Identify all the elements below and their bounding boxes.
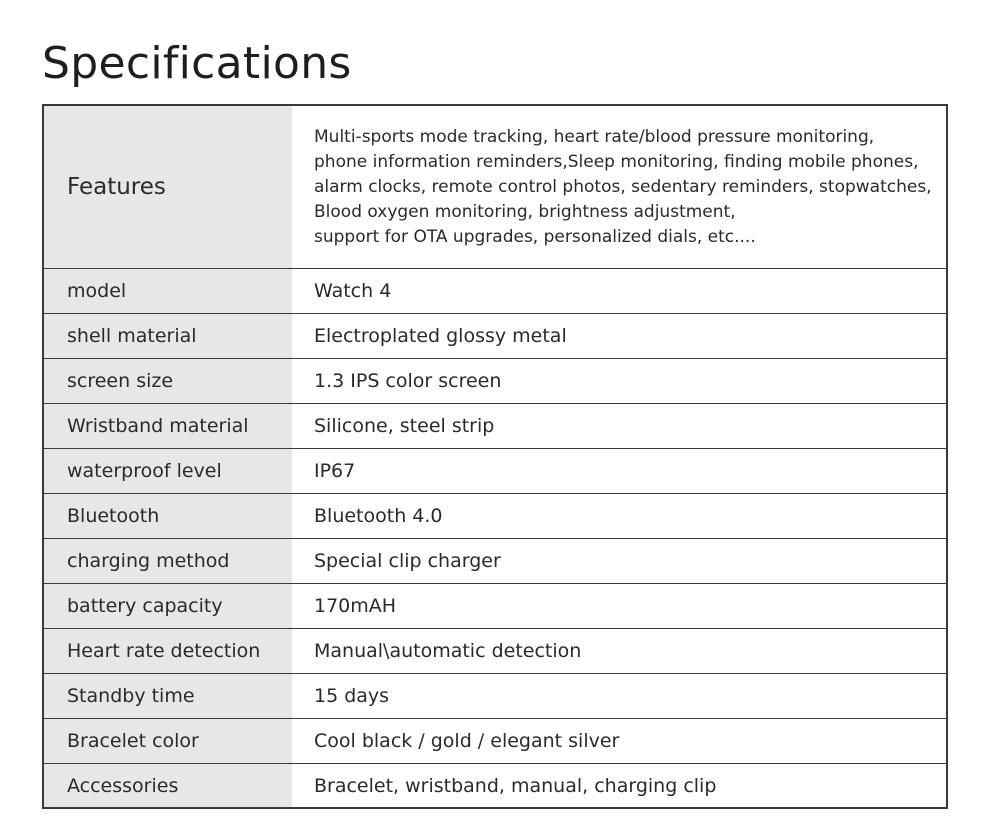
spec-value: Electroplated glossy metal (292, 314, 947, 359)
spec-label: Accessories (43, 764, 292, 809)
table-row (43, 314, 947, 359)
spec-value-features (292, 105, 947, 269)
feature-line: alarm clocks, remote control photos, sedentary reminders, stopwatches, (314, 176, 932, 197)
table-row (43, 494, 947, 539)
table-row (43, 629, 947, 674)
spec-label: Bracelet color (43, 719, 292, 764)
spec-label: Features (43, 105, 292, 269)
spec-label: Bluetooth (43, 494, 292, 539)
spec-value: Bluetooth 4.0 (292, 494, 947, 539)
table-row (43, 764, 947, 809)
page-title: Specifications (42, 38, 352, 89)
table-row (43, 674, 947, 719)
spec-value: 170mAH (292, 584, 947, 629)
feature-line: Multi-sports mode tracking, heart rate/blood pressure monitoring, (314, 126, 875, 147)
spec-label: Standby time (43, 674, 292, 719)
spec-label: waterproof level (43, 449, 292, 494)
table-row (43, 404, 947, 449)
spec-label: shell material (43, 314, 292, 359)
table-row (43, 449, 947, 494)
specifications-table (42, 104, 948, 809)
spec-label: model (43, 269, 292, 314)
table-row (43, 269, 947, 314)
spec-label: screen size (43, 359, 292, 404)
table-row (43, 584, 947, 629)
spec-label: battery capacity (43, 584, 292, 629)
feature-line: Blood oxygen monitoring, brightness adjustment, (314, 201, 736, 222)
feature-line: phone information reminders,Sleep monitoring, finding mobile phones, (314, 151, 919, 172)
spec-label: Heart rate detection (43, 629, 292, 674)
spec-value: 15 days (292, 674, 947, 719)
spec-value: Cool black / gold / elegant silver (292, 719, 947, 764)
spec-value: Special clip charger (292, 539, 947, 584)
feature-line: support for OTA upgrades, personalized dials, etc.... (314, 226, 756, 247)
spec-label: Wristband material (43, 404, 292, 449)
spec-value: Bracelet, wristband, manual, charging clip (292, 764, 947, 809)
spec-value: IP67 (292, 449, 947, 494)
table-row (43, 719, 947, 764)
spec-value: Manual\automatic detection (292, 629, 947, 674)
spec-label: charging method (43, 539, 292, 584)
table-row-features (43, 105, 947, 269)
spec-value: Silicone, steel strip (292, 404, 947, 449)
spec-value: 1.3 IPS color screen (292, 359, 947, 404)
table-row (43, 539, 947, 584)
spec-value: Watch 4 (292, 269, 947, 314)
table-row (43, 359, 947, 404)
